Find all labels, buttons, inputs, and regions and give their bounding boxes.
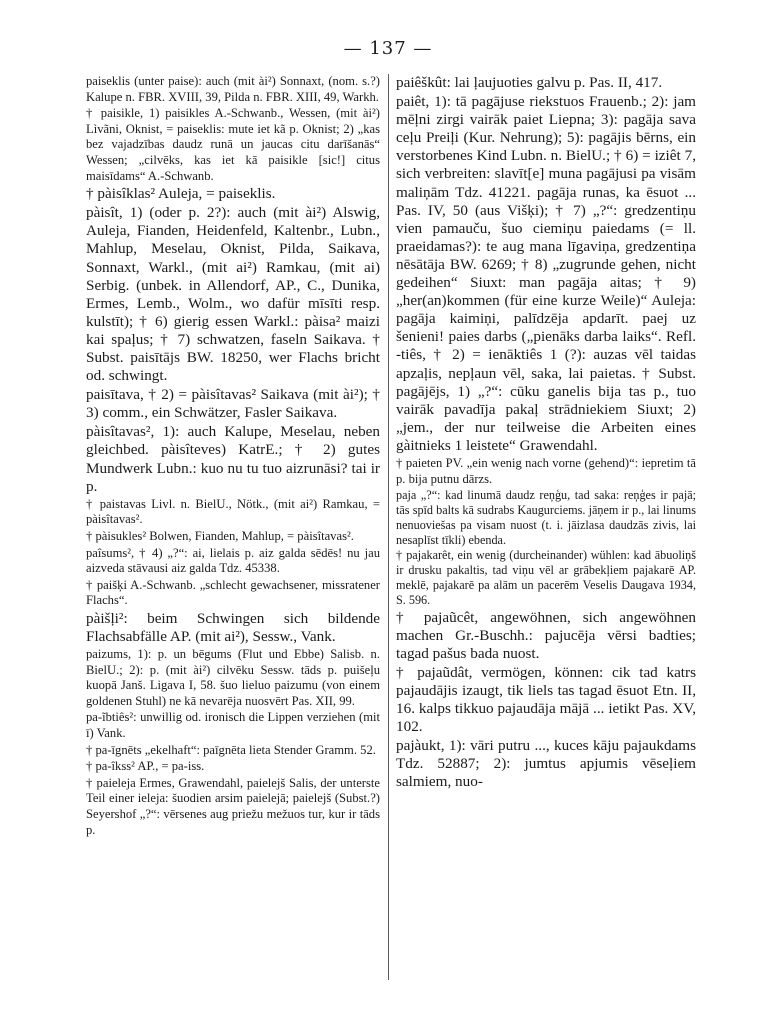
dictionary-entry: pajàukt, 1): vāri putru ..., kuces kāju pajaukdams Tdz. 52887; 2): jumtus apjumis vēseļiem salmiem, nuo- bbox=[396, 737, 696, 791]
dictionary-entry: † paistavas Livl. n. BielU., Nötk., (mit ai²) Ramkau, = pàisîtavas². bbox=[86, 496, 380, 527]
dictionary-entry: paiêškût: lai ļaujuoties galvu p. Pas. II, 417. bbox=[396, 74, 663, 91]
dictionary-entry: paiêt, 1): tā pagājuse riekstuos Frauenb.; 2): jam mēļni zirgi vairāk paiet Liepna; 3): pagāja sava ceļu Preiļi (Kur. Nehrung); 5): pagājis bērns, ein verstorbenes Kind Lubn. n. BielU.; † 6) = iziêt 7, sich verbreiten: slavīt[e] muna pagājusi pa visām maliņām Tdz. 41221. pagāja runas, ka ēsuot ... Pas. IV, 50 (aus Višķi); † 7) „?“: gredzentiņu vien pamauču, šuo ciemiņu paiedams (= ll. praeidamas?): te aug mana līgaviņa, gredzentiņa nēsātāja BW. 6269; † 8) „zugrunde gehen, nicht gedeihen“ Siuxt: man pagāja aitas; † 9) „her(an)kommen (für eine kurze Weile)“ Auleja: pagāja kaimiņi, palīdzēja apdarīt. paej uz šenieni! paies darbs („pienāks darba laiks“. Refl. -tiês, † 2) = ienāktiês 1 (?): auzas vēl taidas apzaļis, nepļaun vēl, saka, lai paietas. † Subst. pagājējs, 1) „?“: cūku ganelis bija tas p., tuo vairāk pavadīja pakaļ strādniekiem Siuxt; 2) „jem., der nur teilweise die Arbeiten eines gàitnieks 1 leistete“ Grawendahl. bbox=[396, 93, 696, 454]
left-column bbox=[86, 74, 380, 994]
dictionary-entry: pàišļi²: beim Schwingen sich bildende Flachsabfälle AP. (mit ai²), Sessw., Vank. bbox=[86, 609, 380, 645]
dictionary-entry: † pajaũcêt, angewöhnen, sich angewöhnen machen Gr.-Buschh.: pajucēja vērsi badties; tagad pašus bada nuost. bbox=[396, 608, 696, 662]
dictionary-entry: † pajaũdât, vermögen, können: cik tad katrs pajaudājis izaugt, tik liels tas tagad ēsuot Etn. II, 16. kalps tikkuo pajaudāja mājā ... ietikt Pas. XV, 102. bbox=[396, 663, 696, 736]
right-column bbox=[396, 74, 696, 994]
dictionary-entry: pa-ĩbtiês²: unwillig od. ironisch die Lippen verziehen (mit ī) Vank. bbox=[86, 710, 380, 741]
dictionary-entry: † paieten PV. „ein wenig nach vorne (gehend)“: iepretim tā p. bija putnu dārzs. bbox=[396, 455, 696, 486]
dictionary-entry: pàisîtavas², 1): auch Kalupe, Meselau, neben gleichbed. pàisîteves) KatrE.; † 2) gutes Mundwerk Lubn.: kuo nu tu tuo aizrunāsi? tai ir p. bbox=[86, 423, 380, 495]
dictionary-entry: paja „?“: kad linumā daudz reņģu, tad saka: reņģes ir pajā; tās spīd balts kā sudrabs Kaugurciems. jāņem ir p., lai linums nenuoviešas pa visam nuost (t. i. jāizlasa daudzās zivis, lai nesaplīst tīkli) ebenda. bbox=[396, 488, 696, 547]
dictionary-entry: paisītava, † 2) = pàisîtavas² Saikava (mit ài²); † 3) comm., ein Schwätzer, Fasler Saikava. bbox=[86, 386, 380, 422]
dictionary-entry: † paisikle, 1) paisikles A.-Schwanb., Wessen, (mit ài²) Lìvãni, Oknist, = paiseklis: mute iet kã p. Oknist; 2) „kas bez vajadzības daudz runā un jaucas citu darīšanās“ Wessen; „cilvēks, kas iet kā paisikle [sic!] citus maisīdams“ A.-Schwanb. bbox=[86, 106, 380, 183]
dictionary-entry: † pa-īgnēts „ekelhaft“: paīgnēta lieta Stender Gramm. 52. bbox=[86, 742, 376, 757]
dictionary-entry: † pàisîklas² Auleja, = paiseklis. bbox=[86, 185, 276, 203]
dictionary-entry: † paieleja Ermes, Grawendahl, paielejš Salis, der unterste Teil einer ieleja: šuodien arsim paielejā; paielejš (Subst.?) Seyershof „?“: vērsenes aug priežu mežuos tur, kur ir tāds p. bbox=[86, 775, 380, 837]
dictionary-entry: † pa-îkss² AP., = pa-iss. bbox=[86, 759, 205, 774]
dictionary-entry: paiseklis (unter paise): auch (mit ài²) Sonnaxt, (nom. s.?) Kalupe n. FBR. XVIII, 39, Pilda n. FBR. XIII, 49, Warkh. bbox=[86, 74, 380, 104]
dictionary-entry: † pàisukles² Bolwen, Fianden, Mahlup, = pàisîtavas². bbox=[86, 528, 354, 543]
column-divider bbox=[388, 74, 389, 980]
dictionary-entry: pàisît, 1) (oder p. 2?): auch (mit ài²) Alswig, Auleja, Fianden, Heidenfeld, Kaltenbr., Lubn., Mahlup, Meselau, Oknist, Pilda, Saikava, Sonnaxt, Warkl., (mit ai²) Ramkau, (mit ai) Serbig. (unbek. in Allendorf, AP., C., Dunika, Ermes, Lemb., Wolm., wo dafür mīsīti resp. kulstīt); † 6) gierig essen Warkl.: pàisa² maizi kai spaļus; † 7) schwatzen, faseln Saikava. † Subst. paisītājs BW. 18250, wer Flachs bricht od. schwingt. bbox=[86, 204, 380, 385]
dictionary-entry: paîsums², † 4) „?“: ai, lielais p. aiz galda sēdēs! nu jau aizveda stāvausi aiz galda Tdz. 45338. bbox=[86, 545, 380, 576]
dictionary-entry: † paišķi A.-Schwanb. „schlecht gewachsener, missratener Flachs“. bbox=[86, 577, 380, 608]
dictionary-entry: † pajakarêt, ein wenig (durcheinander) wühlen: kad ābuoliņš ir drusku pakaltis, tad viņu vēl ar grābekļiem pajakarē AP. meklē, pajakarē pa alām un pacerēm Veselis Daugava 1934, S. 596. bbox=[396, 548, 696, 607]
dictionary-entry: paizums, 1): p. un bēgums (Flut und Ebbe) Salisb. n. BielU.; 2): p. (mit ài²) cilvēku Sessw. tāds p. puišeļu kuopā Janš. Ligava I, 58. šuo lieluo paizumu (von einem goldenen Stuhl) ne kā nevarēja nuosvērt Pas. XII, 99. bbox=[86, 647, 380, 708]
page-number: — 137 — bbox=[343, 38, 433, 59]
